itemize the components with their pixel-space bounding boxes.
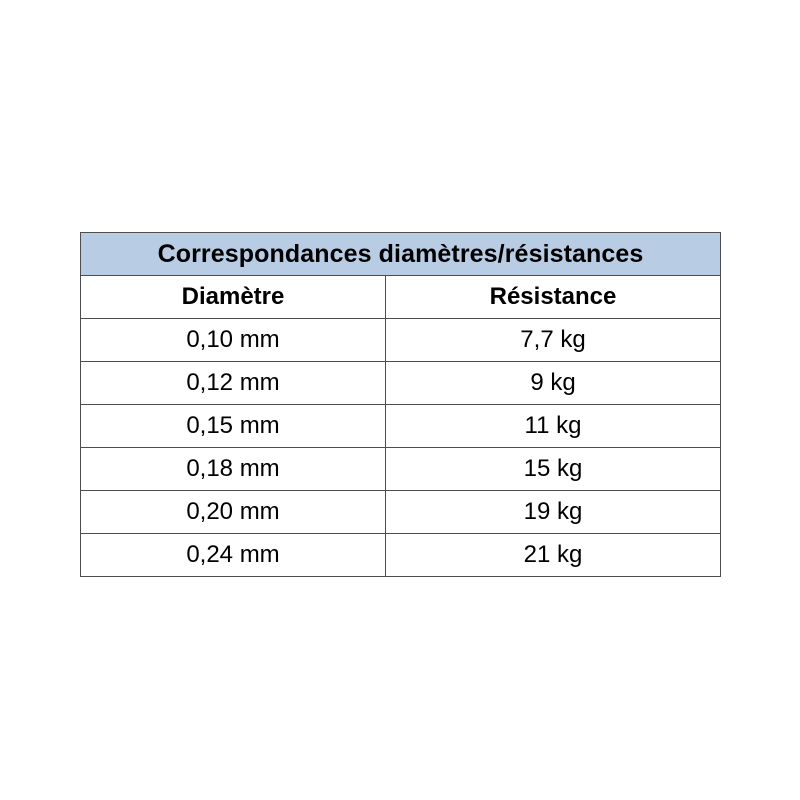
column-header-diametre: Diamètre — [81, 276, 386, 319]
cell-diametre: 0,10 mm — [81, 319, 386, 362]
cell-diametre: 0,15 mm — [81, 405, 386, 448]
cell-resistance: 7,7 kg — [386, 319, 721, 362]
cell-diametre: 0,24 mm — [81, 534, 386, 577]
cell-diametre: 0,12 mm — [81, 362, 386, 405]
cell-resistance: 15 kg — [386, 448, 721, 491]
table-row — [81, 405, 721, 448]
diameter-resistance-table — [80, 232, 721, 577]
table-title-row — [81, 233, 721, 276]
cell-resistance: 21 kg — [386, 534, 721, 577]
cell-resistance: 19 kg — [386, 491, 721, 534]
table-row — [81, 362, 721, 405]
cell-diametre: 0,20 mm — [81, 491, 386, 534]
table-row — [81, 448, 721, 491]
table-row — [81, 534, 721, 577]
spec-table-container — [80, 232, 720, 577]
table-header-row — [81, 276, 721, 319]
cell-resistance: 11 kg — [386, 405, 721, 448]
table-row — [81, 319, 721, 362]
table-row — [81, 491, 721, 534]
cell-diametre: 0,18 mm — [81, 448, 386, 491]
column-header-resistance: Résistance — [386, 276, 721, 319]
table-title: Correspondances diamètres/résistances — [81, 233, 721, 276]
cell-resistance: 9 kg — [386, 362, 721, 405]
